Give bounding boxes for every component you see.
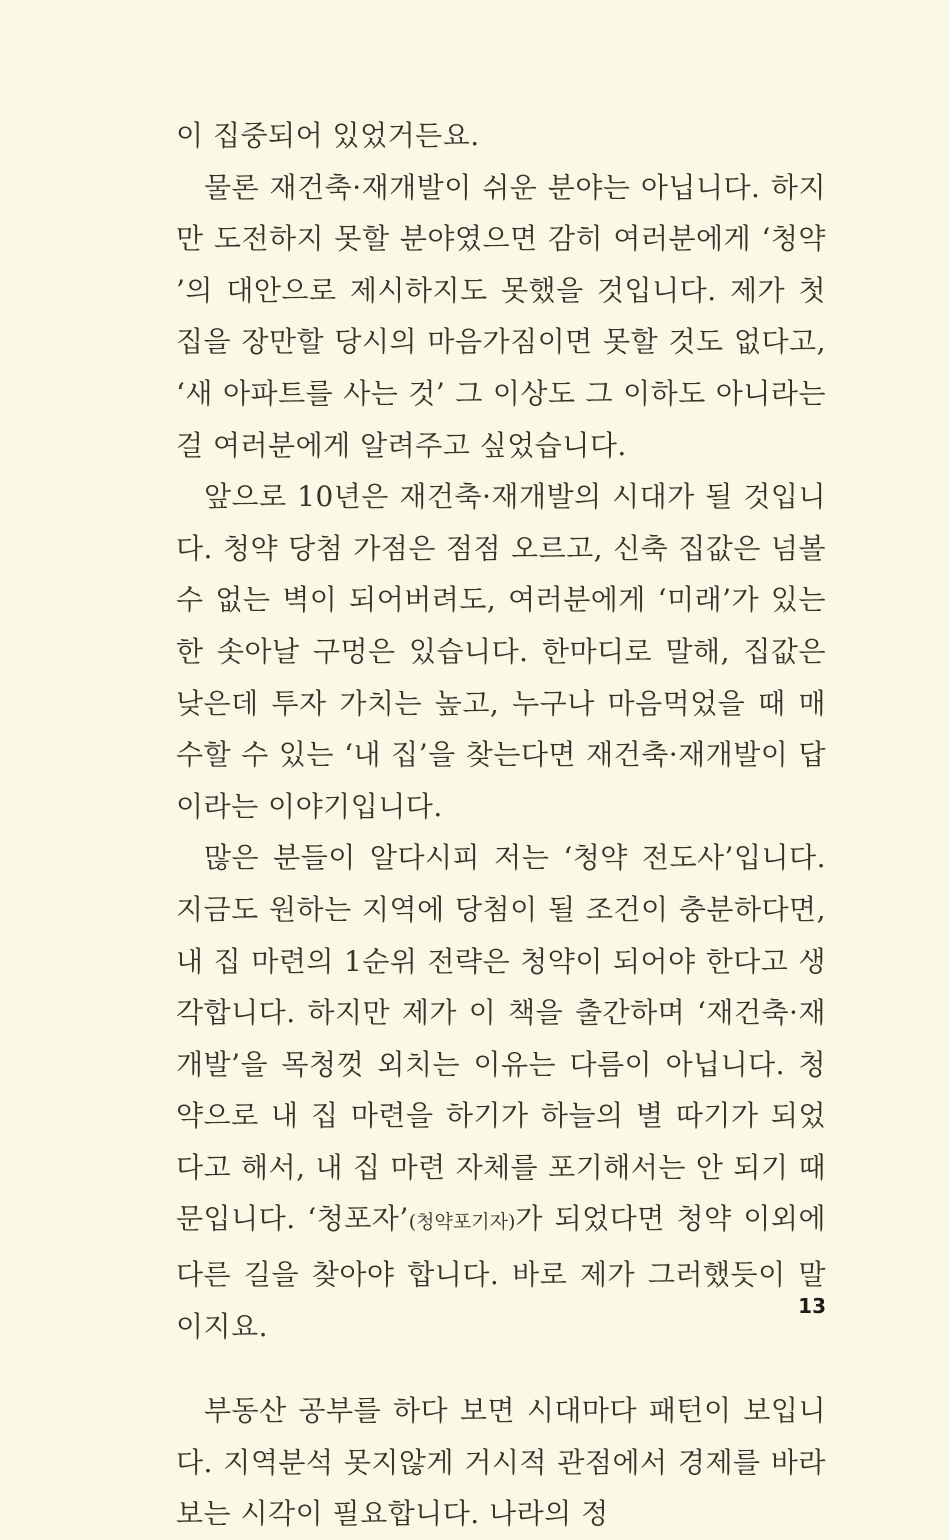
paragraph: 부동산 공부를 하다 보면 시대마다 패턴이 보입니다. 지역분석 못지않게 거시적 관점에서 경제를 바라보는 시각이 필요합니다. 나라의 정 [176, 1394, 826, 1531]
body-text [176, 110, 826, 1540]
paragraph-text-segment: 가 되었다면 청약 이외에 다른 길을 찾아야 합니다. 바로 제가 그러했듯이 말이지요. [176, 1202, 826, 1343]
page-number: 13 [798, 1294, 826, 1318]
paragraph-text-segment: 많은 분들이 알다시피 저는 ‘청약 전도사’입니다. 지금도 원하는 지역에 당첨이 될 조건이 충분하다면, 내 집 마련의 1순위 전략은 청약이 되어야 한다고 생각합니다. 하지만 제가 이 책을 출간하며 ‘재건축·재개발’을 목청껏 외치는 이유는 다름이 아닙니다. 청약으로 내 집 마련을 하기가 하늘의 별 따기가 되었다고 해서, 내 집 마련 자체를 포기해서는 안 되기 때문입니다. ‘청포자’ [176, 841, 826, 1236]
paragraph: 앞으로 10년은 재건축·재개발의 시대가 될 것입니다. 청약 당첨 가점은 점점 오르고, 신축 집값은 넘볼 수 없는 벽이 되어버려도, 여러분에게 ‘미래’가 있는 한 솟아날 구멍은 있습니다. 한마디로 말해, 집값은 낮은데 투자 가치는 높고, 누구나 마음먹었을 때 매수할 수 있는 ‘내 집’을 찾는다면 재건축·재개발이 답이라는 이야기입니다. [176, 480, 826, 823]
paragraph: 물론 재건축·재개발이 쉬운 분야는 아닙니다. 하지만 도전하지 못할 분야였으면 감히 여러분에게 ‘청약’의 대안으로 제시하지도 못했을 것입니다. 제가 첫 집을 장만할 당시의 마음가짐이면 못할 것도 없다고, ‘새 아파트를 사는 것’ 그 이상도 그 이하도 아니라는 걸 여러분에게 알려주고 싶었습니다. [176, 170, 826, 462]
paragraph [176, 832, 826, 1352]
paragraph-small-annotation: (청약포기자) [408, 1211, 516, 1234]
paragraph-continuation: 이 집중되어 있었거든요. [176, 119, 480, 152]
